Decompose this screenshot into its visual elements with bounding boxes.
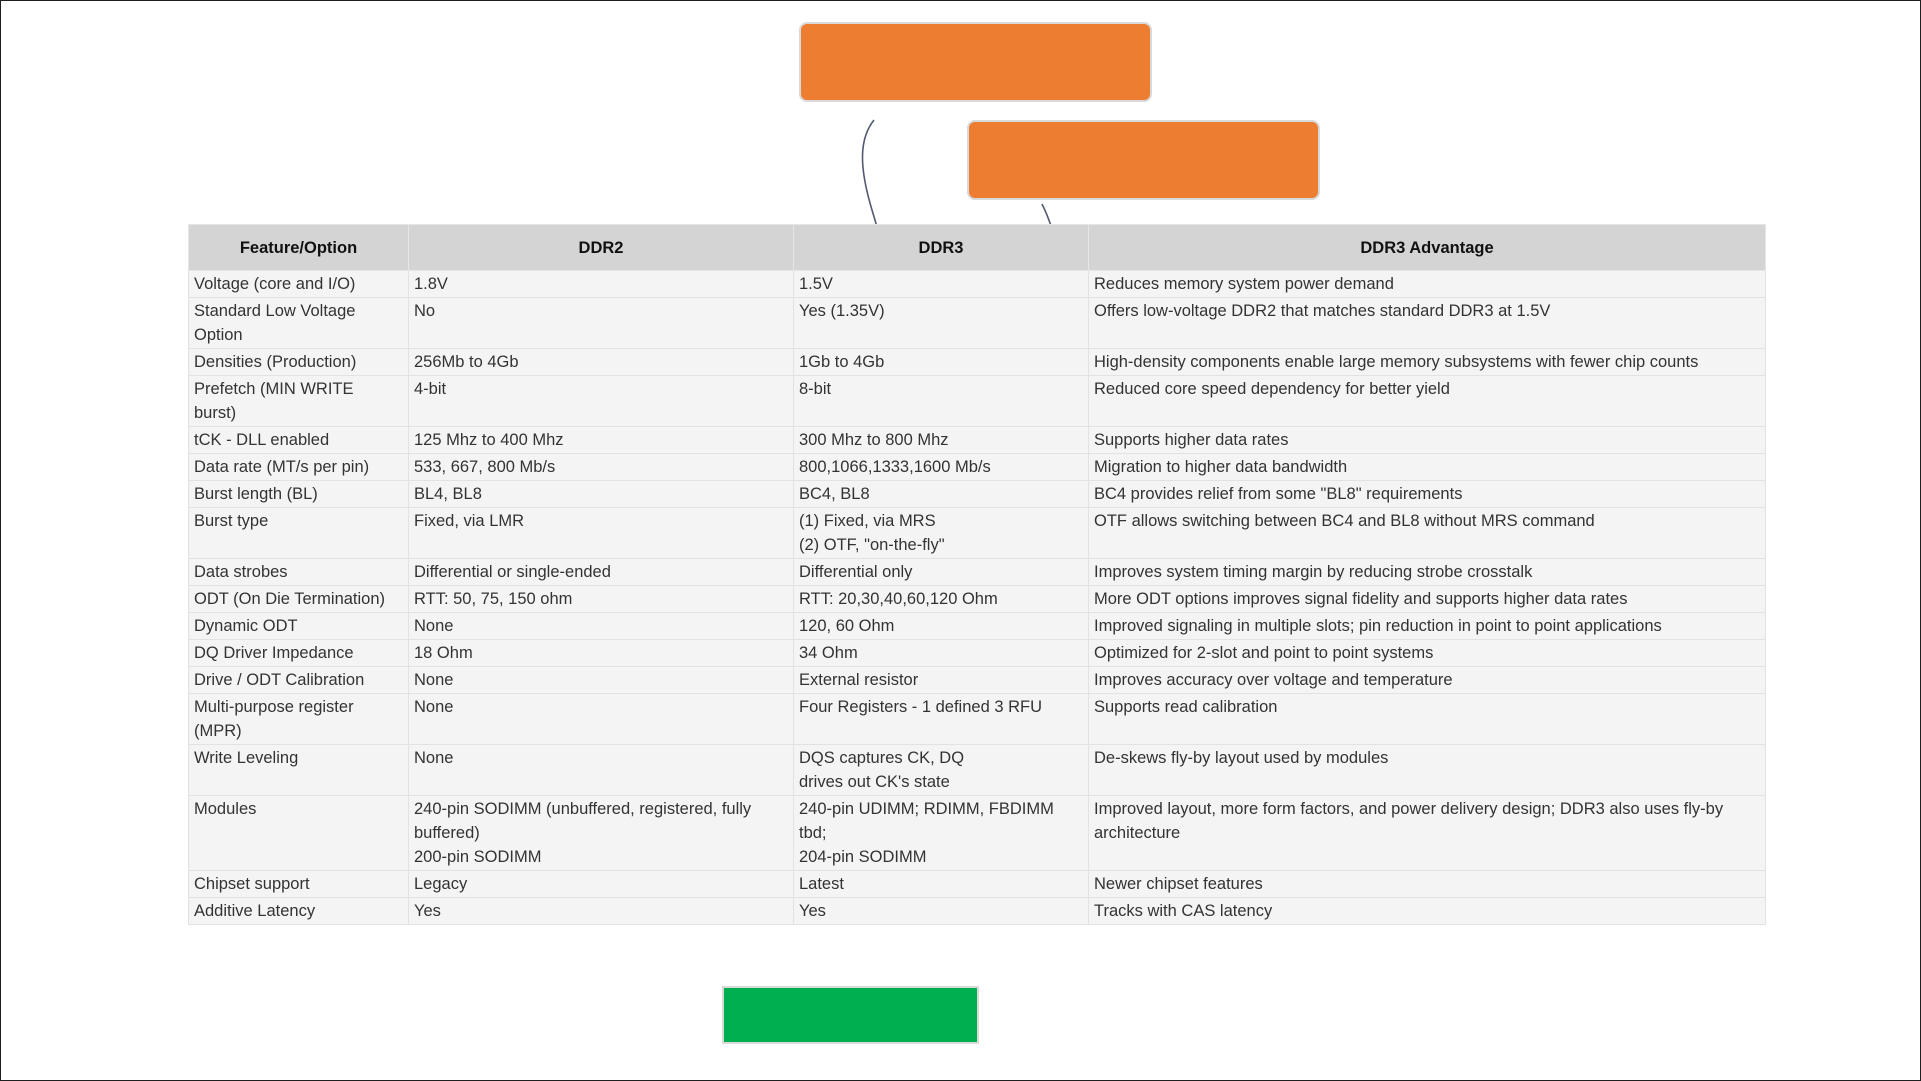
header-ddr3: DDR3 [794,225,1089,271]
feature-cell [189,694,409,745]
cell-text: OTF allows switching between BC4 and BL8 without MRS command [1094,512,1595,530]
cell-text: Additive Latency [194,902,316,920]
cell-text: Fixed, via LMR [414,512,525,530]
ddr2-cell [409,298,794,349]
feature-cell [189,454,409,481]
feature-cell [189,559,409,586]
cell-text: 8-bit [799,380,832,398]
cell-text: Optimized for 2-slot and point to point systems [1094,644,1434,662]
cell-text: ODT (On Die Termination) [194,590,386,608]
header-row [189,225,1766,271]
cell-text: Latest [799,875,844,893]
advantage-cell [1089,796,1766,871]
cell-text: Newer chipset features [1094,875,1263,893]
ddr-comparison-table [188,224,1766,925]
table-row [189,745,1766,796]
cell-text: 240-pin SODIMM (unbuffered, registered, fully buffered) 200-pin SODIMM [414,800,752,866]
cell-text: 18 Ohm [414,644,473,662]
cell-text: Legacy [414,875,468,893]
cell-text: 1.5V [799,275,833,293]
table-row [189,667,1766,694]
ddr3-cell [794,796,1089,871]
cell-text: Write Leveling [194,749,299,767]
feature-cell [189,871,409,898]
table-row [189,376,1766,427]
cell-text: 300 Mhz to 800 Mhz [799,431,949,449]
table-row [189,640,1766,667]
cell-text: tCK - DLL enabled [194,431,330,449]
feature-cell [189,349,409,376]
table-row [189,508,1766,559]
cell-text: 256Mb to 4Gb [414,353,519,371]
advantage-cell [1089,613,1766,640]
cell-text: Tracks with CAS latency [1094,902,1273,920]
ddr3-cell [794,745,1089,796]
ddr3-cell [794,376,1089,427]
table-row [189,898,1766,925]
cell-text: 533, 667, 800 Mb/s [414,458,556,476]
cell-text: 800,1066,1333,1600 Mb/s [799,458,991,476]
feature-cell [189,898,409,925]
advantage-cell [1089,667,1766,694]
cell-text: Prefetch (MIN WRITE burst) [194,380,354,422]
feature-cell [189,745,409,796]
table-row [189,559,1766,586]
ddr2-cell [409,898,794,925]
cell-text: Dynamic ODT [194,617,298,635]
ddr3-cell [794,349,1089,376]
cell-text: 1Gb to 4Gb [799,353,885,371]
advantage-cell [1089,745,1766,796]
cell-text: Differential or single-ended [414,563,611,581]
advantage-cell [1089,559,1766,586]
advantage-cell [1089,376,1766,427]
table-row [189,271,1766,298]
ddr2-cell [409,871,794,898]
cell-text: 240-pin UDIMM; RDIMM, FBDIMM tbd; 204-pin SODIMM [799,800,1054,866]
ddr2-cell [409,667,794,694]
feature-cell [189,613,409,640]
feature-cell [189,508,409,559]
feature-cell [189,667,409,694]
cell-text: RTT: 50, 75, 150 ohm [414,590,573,608]
cell-text: Densities (Production) [194,353,357,371]
cell-text: BC4, BL8 [799,485,870,503]
cell-text: Supports higher data rates [1094,431,1289,449]
feature-cell [189,427,409,454]
ddr2-cell [409,481,794,508]
ddr3-cell [794,454,1089,481]
table-row [189,586,1766,613]
ddr3-cell [794,427,1089,454]
ddr2-cell [409,796,794,871]
table-body [189,271,1766,925]
table-row [189,454,1766,481]
cell-text: Yes (1.35V) [799,302,885,320]
cell-text: BC4 provides relief from some "BL8" requirements [1094,485,1463,503]
orange-callout-box-1 [799,22,1152,102]
ddr3-cell [794,667,1089,694]
advantage-cell [1089,586,1766,613]
ddr2-cell [409,559,794,586]
feature-cell [189,271,409,298]
cell-text: Data strobes [194,563,288,581]
ddr3-cell [794,871,1089,898]
ddr2-cell [409,271,794,298]
advantage-cell [1089,427,1766,454]
table-row [189,796,1766,871]
ddr2-cell [409,613,794,640]
cell-text: No [414,302,436,320]
ddr3-cell [794,898,1089,925]
cell-text: 1.8V [414,275,448,293]
cell-text: (1) Fixed, via MRS (2) OTF, "on-the-fly" [799,512,945,554]
ddr2-cell [409,427,794,454]
cell-text: Chipset support [194,875,310,893]
ddr3-cell [794,508,1089,559]
advantage-cell [1089,508,1766,559]
ddr2-cell [409,586,794,613]
feature-cell [189,481,409,508]
cell-text: Voltage (core and I/O) [194,275,356,293]
advantage-cell [1089,898,1766,925]
cell-text: Burst length (BL) [194,485,318,503]
feature-cell [189,586,409,613]
cell-text: Reduces memory system power demand [1094,275,1394,293]
feature-cell [189,796,409,871]
cell-text: 34 Ohm [799,644,858,662]
ddr3-cell [794,640,1089,667]
ddr3-cell [794,586,1089,613]
ddr2-cell [409,694,794,745]
cell-text: Modules [194,800,257,818]
cell-text: Improves accuracy over voltage and temperature [1094,671,1453,689]
table-row [189,349,1766,376]
feature-cell [189,376,409,427]
cell-text: External resistor [799,671,919,689]
table-row [189,427,1766,454]
cell-text: Burst type [194,512,269,530]
cell-text: Data rate (MT/s per pin) [194,458,370,476]
advantage-cell [1089,694,1766,745]
ddr2-cell [409,454,794,481]
cell-text: High-density components enable large memory subsystems with fewer chip counts [1094,353,1699,371]
header-ddr3-advantage: DDR3 Advantage [1089,225,1766,271]
orange-callout-box-2 [967,120,1320,200]
cell-text: Drive / ODT Calibration [194,671,365,689]
cell-text: Improved layout, more form factors, and power delivery design; DDR3 also uses fly-by architecture [1094,800,1724,842]
cell-text: Offers low-voltage DDR2 that matches standard DDR3 at 1.5V [1094,302,1551,320]
cell-text: 125 Mhz to 400 Mhz [414,431,564,449]
green-box [722,986,979,1044]
ddr2-cell [409,640,794,667]
cell-text: Yes [799,902,826,920]
cell-text: 4-bit [414,380,447,398]
cell-text: Improved signaling in multiple slots; pin reduction in point to point applications [1094,617,1662,635]
cell-text: Supports read calibration [1094,698,1278,716]
cell-text: Differential only [799,563,913,581]
ddr3-cell [794,271,1089,298]
cell-text: None [414,698,454,716]
header-feature-option: Feature/Option [189,225,409,271]
cell-text: Reduced core speed dependency for better yield [1094,380,1450,398]
cell-text: None [414,617,454,635]
cell-text: None [414,749,454,767]
cell-text: None [414,671,454,689]
ddr2-cell [409,508,794,559]
advantage-cell [1089,298,1766,349]
advantage-cell [1089,271,1766,298]
table-row [189,481,1766,508]
cell-text: DQS captures CK, DQ drives out CK's state [799,749,965,791]
advantage-cell [1089,349,1766,376]
cell-text: Improves system timing margin by reducing strobe crosstalk [1094,563,1533,581]
cell-text: RTT: 20,30,40,60,120 Ohm [799,590,998,608]
advantage-cell [1089,481,1766,508]
cell-text: 120, 60 Ohm [799,617,895,635]
ddr3-cell [794,613,1089,640]
feature-cell [189,298,409,349]
cell-text: Migration to higher data bandwidth [1094,458,1348,476]
cell-text: Standard Low Voltage Option [194,302,356,344]
table-row [189,298,1766,349]
table-row [189,694,1766,745]
cell-text: Yes [414,902,441,920]
ddr3-cell [794,298,1089,349]
cell-text: Multi-purpose register (MPR) [194,698,354,740]
cell-text: BL4, BL8 [414,485,482,503]
cell-text: De-skews fly-by layout used by modules [1094,749,1389,767]
cell-text: More ODT options improves signal fidelity and supports higher data rates [1094,590,1628,608]
ddr2-cell [409,745,794,796]
cell-text: Four Registers - 1 defined 3 RFU [799,698,1043,716]
advantage-cell [1089,640,1766,667]
ddr3-cell [794,694,1089,745]
advantage-cell [1089,454,1766,481]
advantage-cell [1089,871,1766,898]
table-row [189,871,1766,898]
ddr2-cell [409,349,794,376]
ddr3-cell [794,481,1089,508]
cell-text: DQ Driver Impedance [194,644,354,662]
header-ddr2: DDR2 [409,225,794,271]
table-row [189,613,1766,640]
ddr2-cell [409,376,794,427]
ddr3-cell [794,559,1089,586]
feature-cell [189,640,409,667]
